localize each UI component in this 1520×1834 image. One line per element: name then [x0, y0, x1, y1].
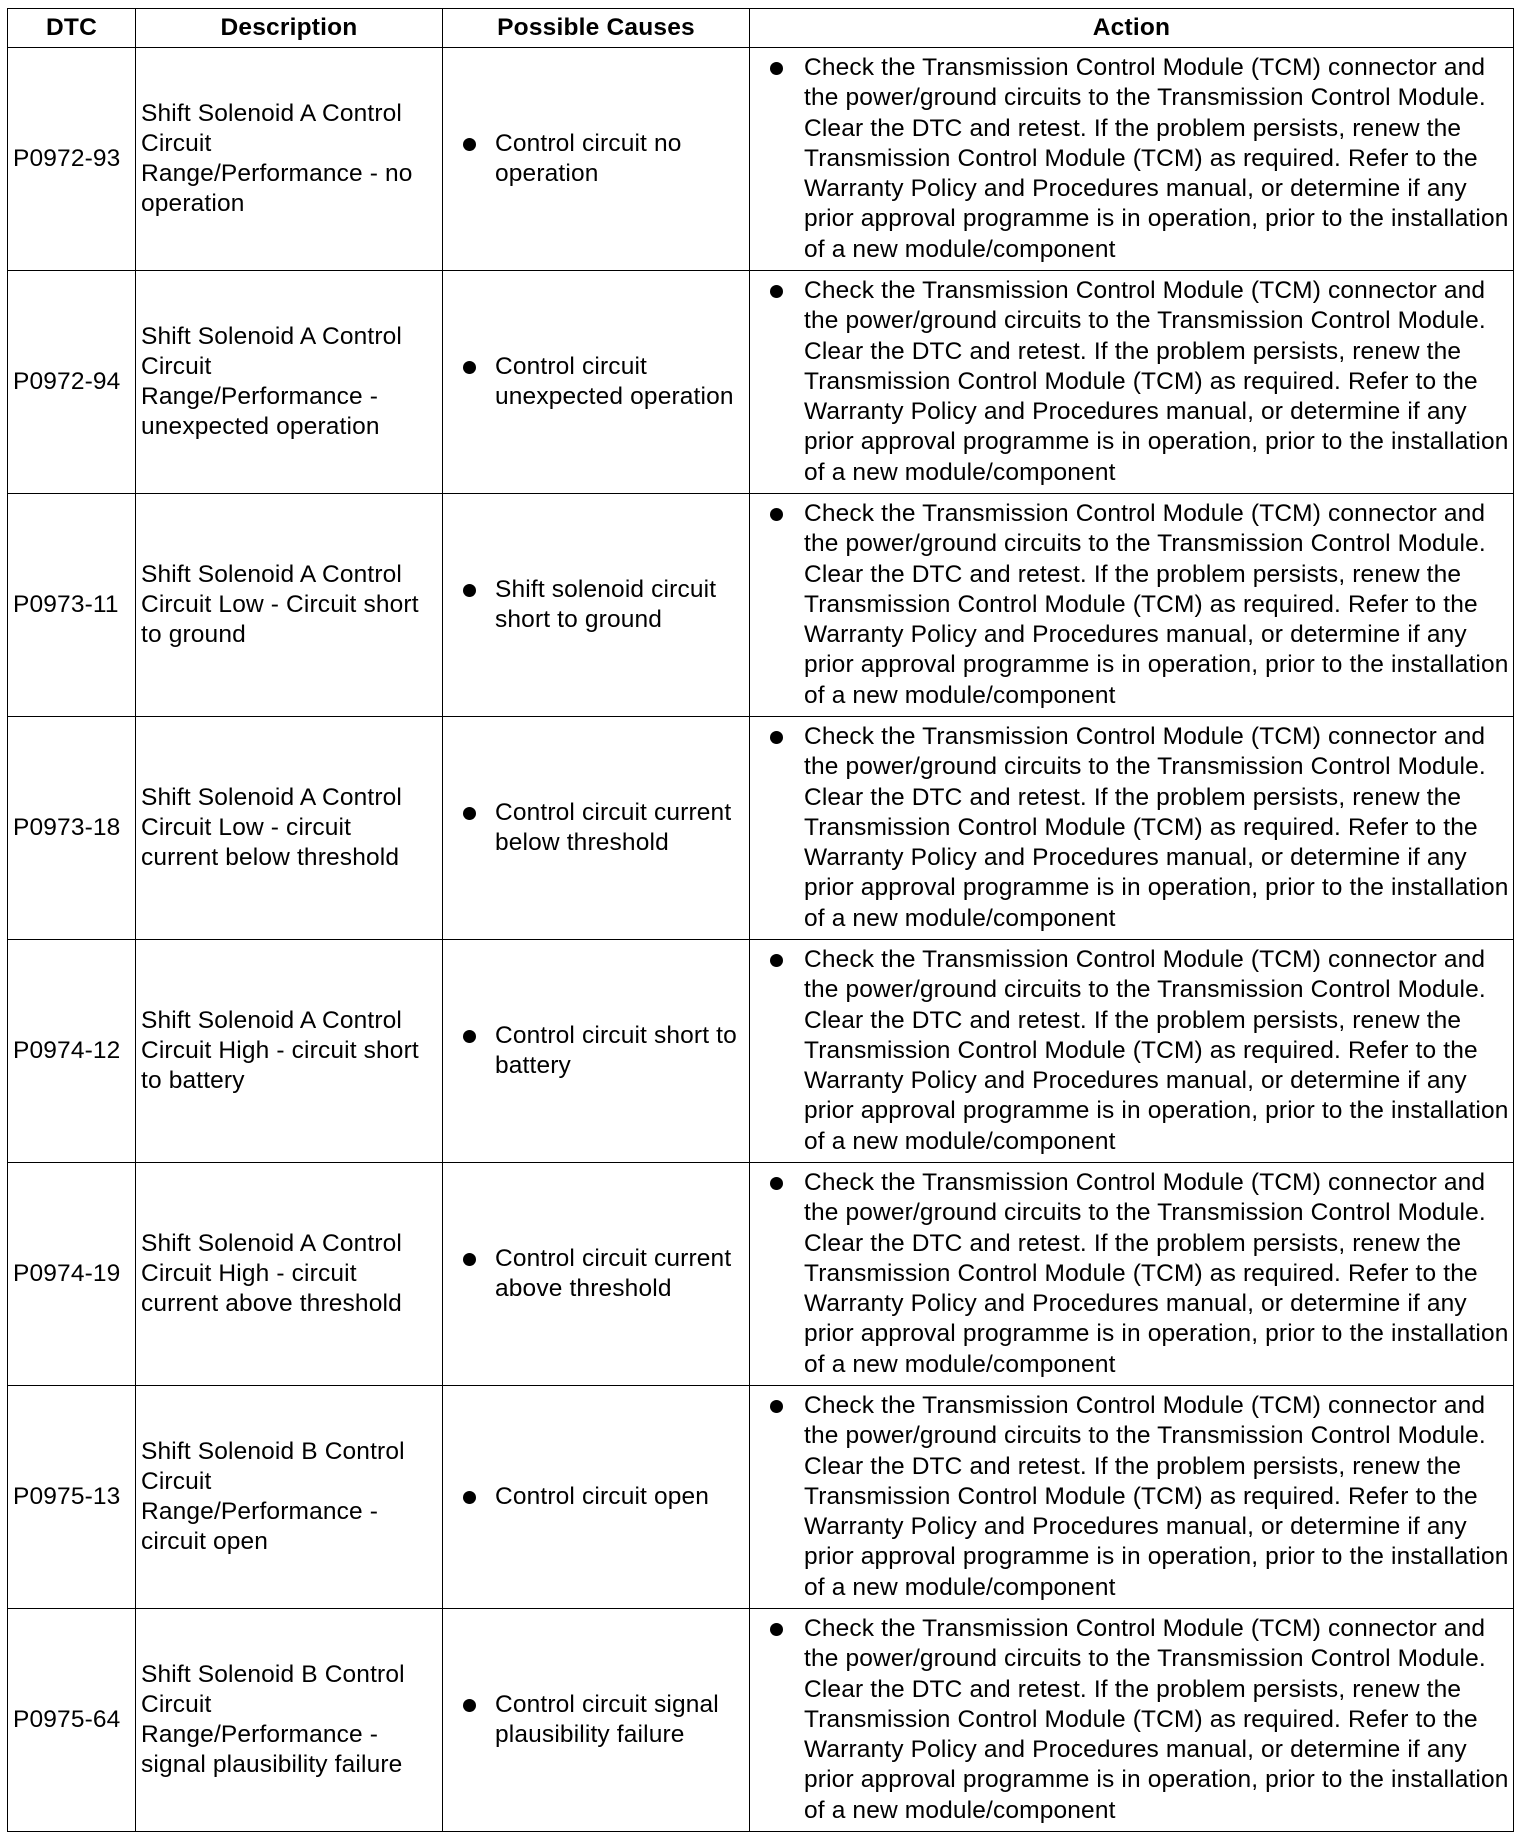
possible-cause-cell — [443, 1163, 750, 1386]
action-item — [770, 1391, 1509, 1602]
action-cell — [750, 940, 1514, 1163]
action-text: Check the Transmission Control Module (TCM) connector and the power/ground circuits to the Transmission Control Module. Clear the DTC and retest. If the problem persists, renew the Transmission Control Module (TCM) as required. Refer to the Warranty Policy and Procedures manual, or determine if any prior approval programme is in operation, prior to the installation of a new module/component — [804, 723, 1509, 932]
header-action: Action — [750, 9, 1514, 48]
bullet-icon — [770, 1623, 783, 1636]
dtc-description: Shift Solenoid A Control Circuit High - circuit short to battery — [136, 940, 443, 1163]
dtc-code: P0975-13 — [8, 1386, 136, 1609]
possible-cause-text: Control circuit current below threshold — [495, 798, 732, 856]
possible-cause-text: Control circuit current above threshold — [495, 1244, 732, 1302]
dtc-table — [7, 8, 1514, 1832]
dtc-description: Shift Solenoid A Control Circuit Range/Performance - no operation — [136, 48, 443, 271]
bullet-icon — [770, 954, 783, 967]
possible-cause-text: Control circuit unexpected operation — [495, 352, 734, 410]
header-possible-causes: Possible Causes — [443, 9, 750, 48]
action-cell — [750, 717, 1514, 940]
header-dtc: DTC — [8, 9, 136, 48]
possible-cause-item — [463, 1690, 743, 1750]
possible-cause-item — [463, 575, 743, 635]
possible-cause-item — [463, 1021, 743, 1081]
dtc-code: P0973-11 — [8, 494, 136, 717]
dtc-code: P0975-64 — [8, 1609, 136, 1832]
bullet-icon — [770, 508, 783, 521]
dtc-description: Shift Solenoid A Control Circuit Low - circuit current below threshold — [136, 717, 443, 940]
action-text: Check the Transmission Control Module (TCM) connector and the power/ground circuits to the Transmission Control Module. Clear the DTC and retest. If the problem persists, renew the Transmission Control Module (TCM) as required. Refer to the Warranty Policy and Procedures manual, or determine if any prior approval programme is in operation, prior to the installation of a new module/component — [804, 946, 1509, 1155]
bullet-icon — [463, 807, 476, 820]
bullet-icon — [770, 62, 783, 75]
possible-cause-text: Shift solenoid circuit short to ground — [495, 575, 717, 633]
possible-cause-item — [463, 352, 743, 412]
action-cell — [750, 494, 1514, 717]
possible-cause-cell — [443, 940, 750, 1163]
action-item — [770, 1614, 1509, 1825]
table-row — [8, 1386, 1514, 1609]
header-description: Description — [136, 9, 443, 48]
action-item — [770, 276, 1509, 487]
action-text: Check the Transmission Control Module (TCM) connector and the power/ground circuits to the Transmission Control Module. Clear the DTC and retest. If the problem persists, renew the Transmission Control Module (TCM) as required. Refer to the Warranty Policy and Procedures manual, or determine if any prior approval programme is in operation, prior to the installation of a new module/component — [804, 277, 1509, 486]
table-row — [8, 494, 1514, 717]
possible-cause-cell — [443, 717, 750, 940]
action-text: Check the Transmission Control Module (TCM) connector and the power/ground circuits to the Transmission Control Module. Clear the DTC and retest. If the problem persists, renew the Transmission Control Module (TCM) as required. Refer to the Warranty Policy and Procedures manual, or determine if any prior approval programme is in operation, prior to the installation of a new module/component — [804, 500, 1509, 709]
possible-cause-item — [463, 1482, 743, 1512]
table-row — [8, 1609, 1514, 1832]
action-cell — [750, 48, 1514, 271]
possible-cause-item — [463, 798, 743, 858]
table-row — [8, 48, 1514, 271]
bullet-icon — [770, 731, 783, 744]
bullet-icon — [463, 584, 476, 597]
possible-cause-cell — [443, 1386, 750, 1609]
bullet-icon — [463, 1491, 476, 1504]
dtc-code: P0974-19 — [8, 1163, 136, 1386]
bullet-icon — [770, 1177, 783, 1190]
possible-cause-text: Control circuit short to battery — [495, 1021, 737, 1079]
possible-cause-text: Control circuit signal plausibility failure — [495, 1690, 719, 1748]
action-cell — [750, 1163, 1514, 1386]
dtc-code: P0972-93 — [8, 48, 136, 271]
possible-cause-item — [463, 1244, 743, 1304]
possible-cause-cell — [443, 48, 750, 271]
bullet-icon — [463, 1030, 476, 1043]
bullet-icon — [463, 361, 476, 374]
action-text: Check the Transmission Control Module (TCM) connector and the power/ground circuits to the Transmission Control Module. Clear the DTC and retest. If the problem persists, renew the Transmission Control Module (TCM) as required. Refer to the Warranty Policy and Procedures manual, or determine if any prior approval programme is in operation, prior to the installation of a new module/component — [804, 1169, 1509, 1378]
table-row — [8, 1163, 1514, 1386]
table-row — [8, 717, 1514, 940]
possible-cause-text: Control circuit no operation — [495, 129, 682, 187]
action-text: Check the Transmission Control Module (TCM) connector and the power/ground circuits to the Transmission Control Module. Clear the DTC and retest. If the problem persists, renew the Transmission Control Module (TCM) as required. Refer to the Warranty Policy and Procedures manual, or determine if any prior approval programme is in operation, prior to the installation of a new module/component — [804, 1615, 1509, 1824]
dtc-description: Shift Solenoid B Control Circuit Range/Performance - circuit open — [136, 1386, 443, 1609]
table-body — [8, 48, 1514, 1832]
action-item — [770, 1168, 1509, 1379]
header-row — [8, 9, 1514, 48]
possible-cause-text: Control circuit open — [495, 1482, 710, 1510]
table-row — [8, 940, 1514, 1163]
action-text: Check the Transmission Control Module (TCM) connector and the power/ground circuits to the Transmission Control Module. Clear the DTC and retest. If the problem persists, renew the Transmission Control Module (TCM) as required. Refer to the Warranty Policy and Procedures manual, or determine if any prior approval programme is in operation, prior to the installation of a new module/component — [804, 1392, 1509, 1601]
action-item — [770, 945, 1509, 1156]
action-cell — [750, 1386, 1514, 1609]
bullet-icon — [463, 138, 476, 151]
dtc-description: Shift Solenoid B Control Circuit Range/Performance - signal plausibility failure — [136, 1609, 443, 1832]
dtc-description: Shift Solenoid A Control Circuit Range/Performance - unexpected operation — [136, 271, 443, 494]
bullet-icon — [463, 1253, 476, 1266]
action-item — [770, 722, 1509, 933]
action-item — [770, 53, 1509, 264]
dtc-description: Shift Solenoid A Control Circuit Low - Circuit short to ground — [136, 494, 443, 717]
action-item — [770, 499, 1509, 710]
bullet-icon — [770, 1400, 783, 1413]
possible-cause-cell — [443, 494, 750, 717]
bullet-icon — [770, 285, 783, 298]
action-cell — [750, 271, 1514, 494]
action-text: Check the Transmission Control Module (TCM) connector and the power/ground circuits to the Transmission Control Module. Clear the DTC and retest. If the problem persists, renew the Transmission Control Module (TCM) as required. Refer to the Warranty Policy and Procedures manual, or determine if any prior approval programme is in operation, prior to the installation of a new module/component — [804, 54, 1509, 263]
bullet-icon — [463, 1699, 476, 1712]
action-cell — [750, 1609, 1514, 1832]
possible-cause-item — [463, 129, 743, 189]
dtc-code: P0972-94 — [8, 271, 136, 494]
dtc-description: Shift Solenoid A Control Circuit High - circuit current above threshold — [136, 1163, 443, 1386]
dtc-code: P0973-18 — [8, 717, 136, 940]
dtc-code: P0974-12 — [8, 940, 136, 1163]
possible-cause-cell — [443, 271, 750, 494]
possible-cause-cell — [443, 1609, 750, 1832]
table-row — [8, 271, 1514, 494]
